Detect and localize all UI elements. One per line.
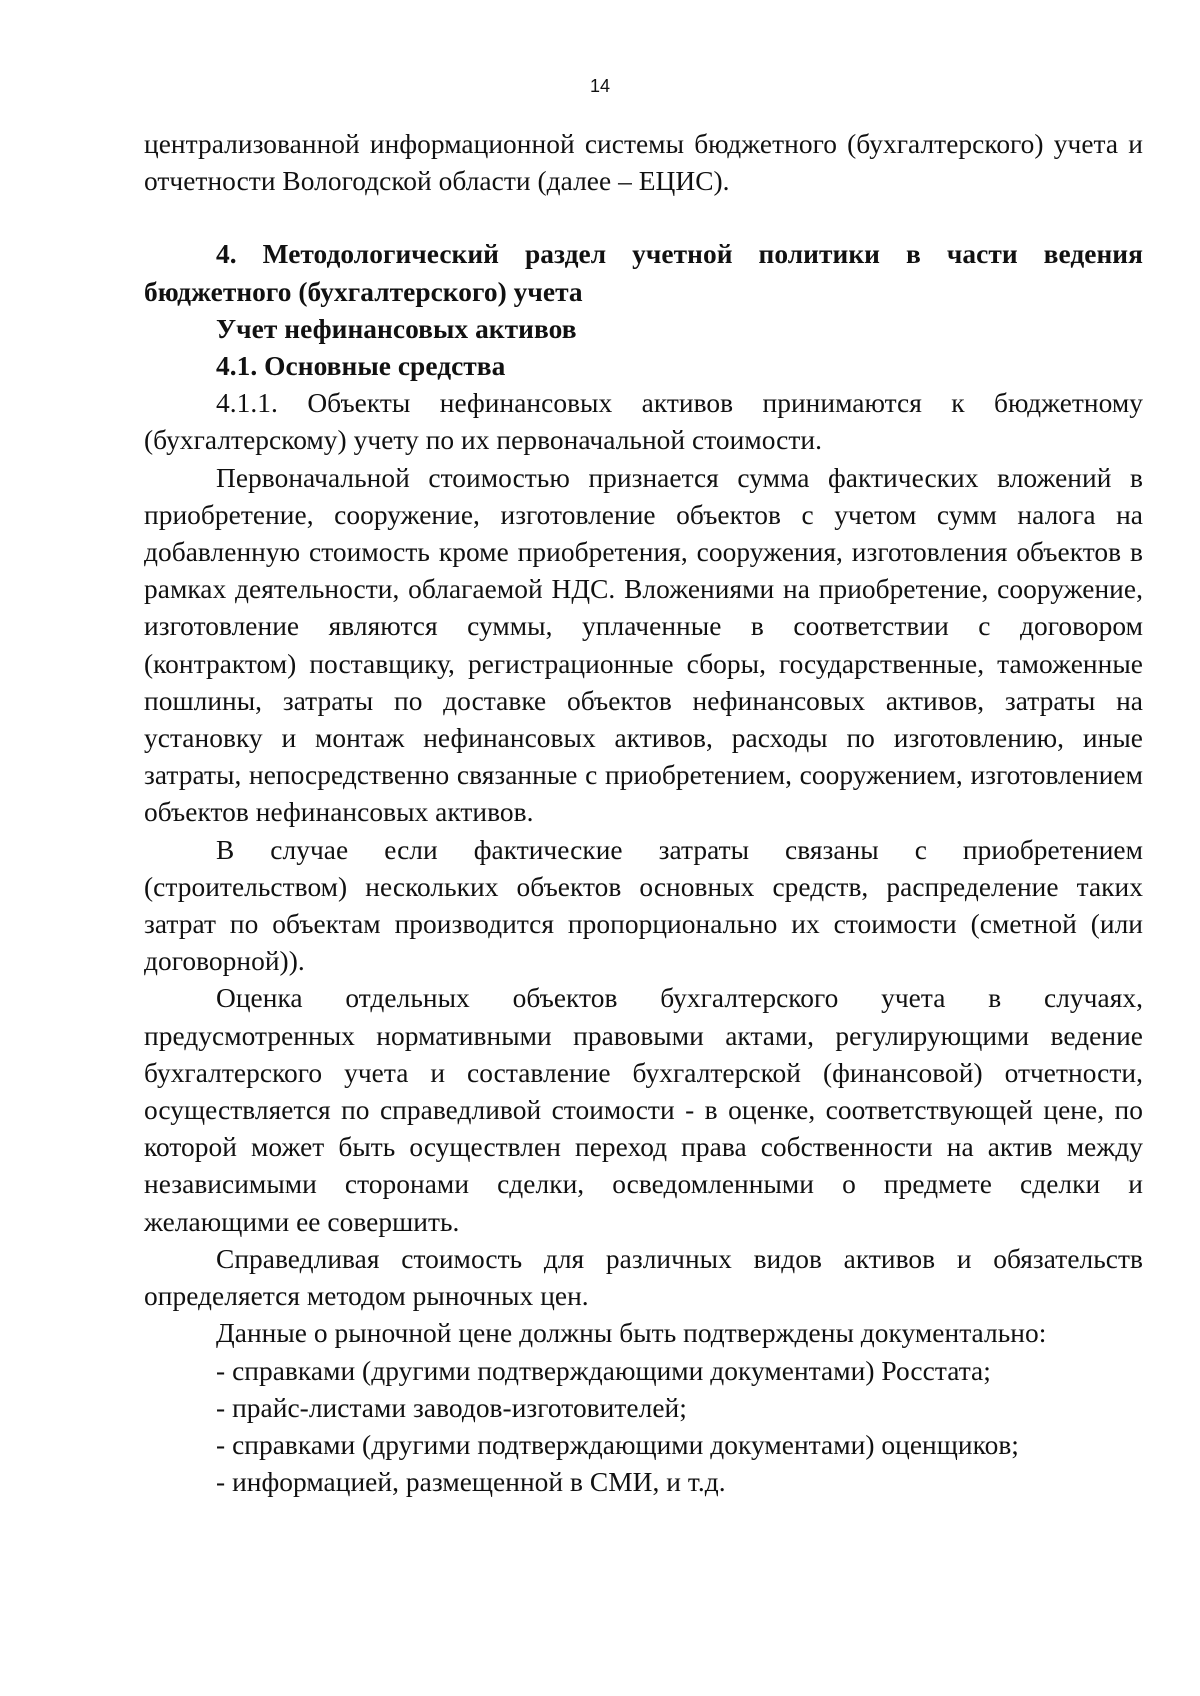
paragraph-market-evidence: Данные о рыночной цене должны быть подтверждены документально: — [216, 1318, 1047, 1349]
paragraph-fair-value: Оценка отдельных объектов бухгалтерского учета в случаях, предусмотренных нормативными правовыми актами, регулирующими ведение бухгалтерского учета и составление бухгалтерской (финансовой) отчетности, осуществляется по справедливой стоимости - в оценке, соответствующей цене, по которой может быть осуществлен переход права собственности на актив между независимыми сторонами сделки, осведомленными о предмете сделки и желающими ее совершить. — [144, 983, 1143, 1237]
intro-paragraph: централизованной информационной системы бюджетного (бухгалтерского) учета и отчетности Вологодской области (далее – ЕЦИС). — [144, 129, 1143, 197]
subsection-heading: Учет нефинансовых активов — [216, 313, 577, 344]
list-item: - справками (другими подтверждающими документами) Росстата; — [216, 1355, 991, 1386]
list-item: - справками (другими подтверждающими документами) оценщиков; — [216, 1429, 1019, 1460]
list-item: - информацией, размещенной в СМИ, и т.д. — [216, 1467, 726, 1498]
list-item: - прайс-листами заводов-изготовителей; — [216, 1392, 687, 1423]
paragraph-initial-cost: Первоначальной стоимостью признается сумма фактических вложений в приобретение, сооружение, изготовление объектов с учетом сумм налога на добавленную стоимость кроме приобретения, сооружения, изготовления объектов в рамках деятельности, облагаемой НДС. Вложениями на приобретение, сооружение, изготовление являются суммы, уплаченные в соответствии с договором (контрактом) поставщику, регистрационные сборы, государственные, таможенные пошлины, затраты по доставке объектов нефинансовых активов, затраты на установку и монтаж нефинансовых активов, расходы по изготовлению, иные затраты, непосредственно связанные с приобретением, сооружением, изготовлением объектов нефинансовых активов. — [144, 462, 1143, 828]
paragraph-4-1-1: 4.1.1. Объекты нефинансовых активов принимаются к бюджетному (бухгалтерскому) учету по их первоначальной стоимости. — [144, 388, 1143, 456]
paragraph-market-method: Справедливая стоимость для различных видов активов и обязательств определяется методом рыночных цен. — [144, 1243, 1143, 1312]
page-number: 14 — [589, 76, 611, 96]
paragraph-cost-distribution: В случае если фактические затраты связаны с приобретением (строительством) нескольких объектов основных средств, распределение таких затрат по объектам производится пропорционально их стоимости (сметной (или договорной)). — [144, 834, 1143, 977]
section-heading: 4. Методологический раздел учетной политики в части ведения бюджетного (бухгалтерского) учета — [144, 239, 1143, 307]
subsubsection-heading: 4.1. Основные средства — [216, 351, 506, 382]
document-body — [144, 126, 1143, 1501]
